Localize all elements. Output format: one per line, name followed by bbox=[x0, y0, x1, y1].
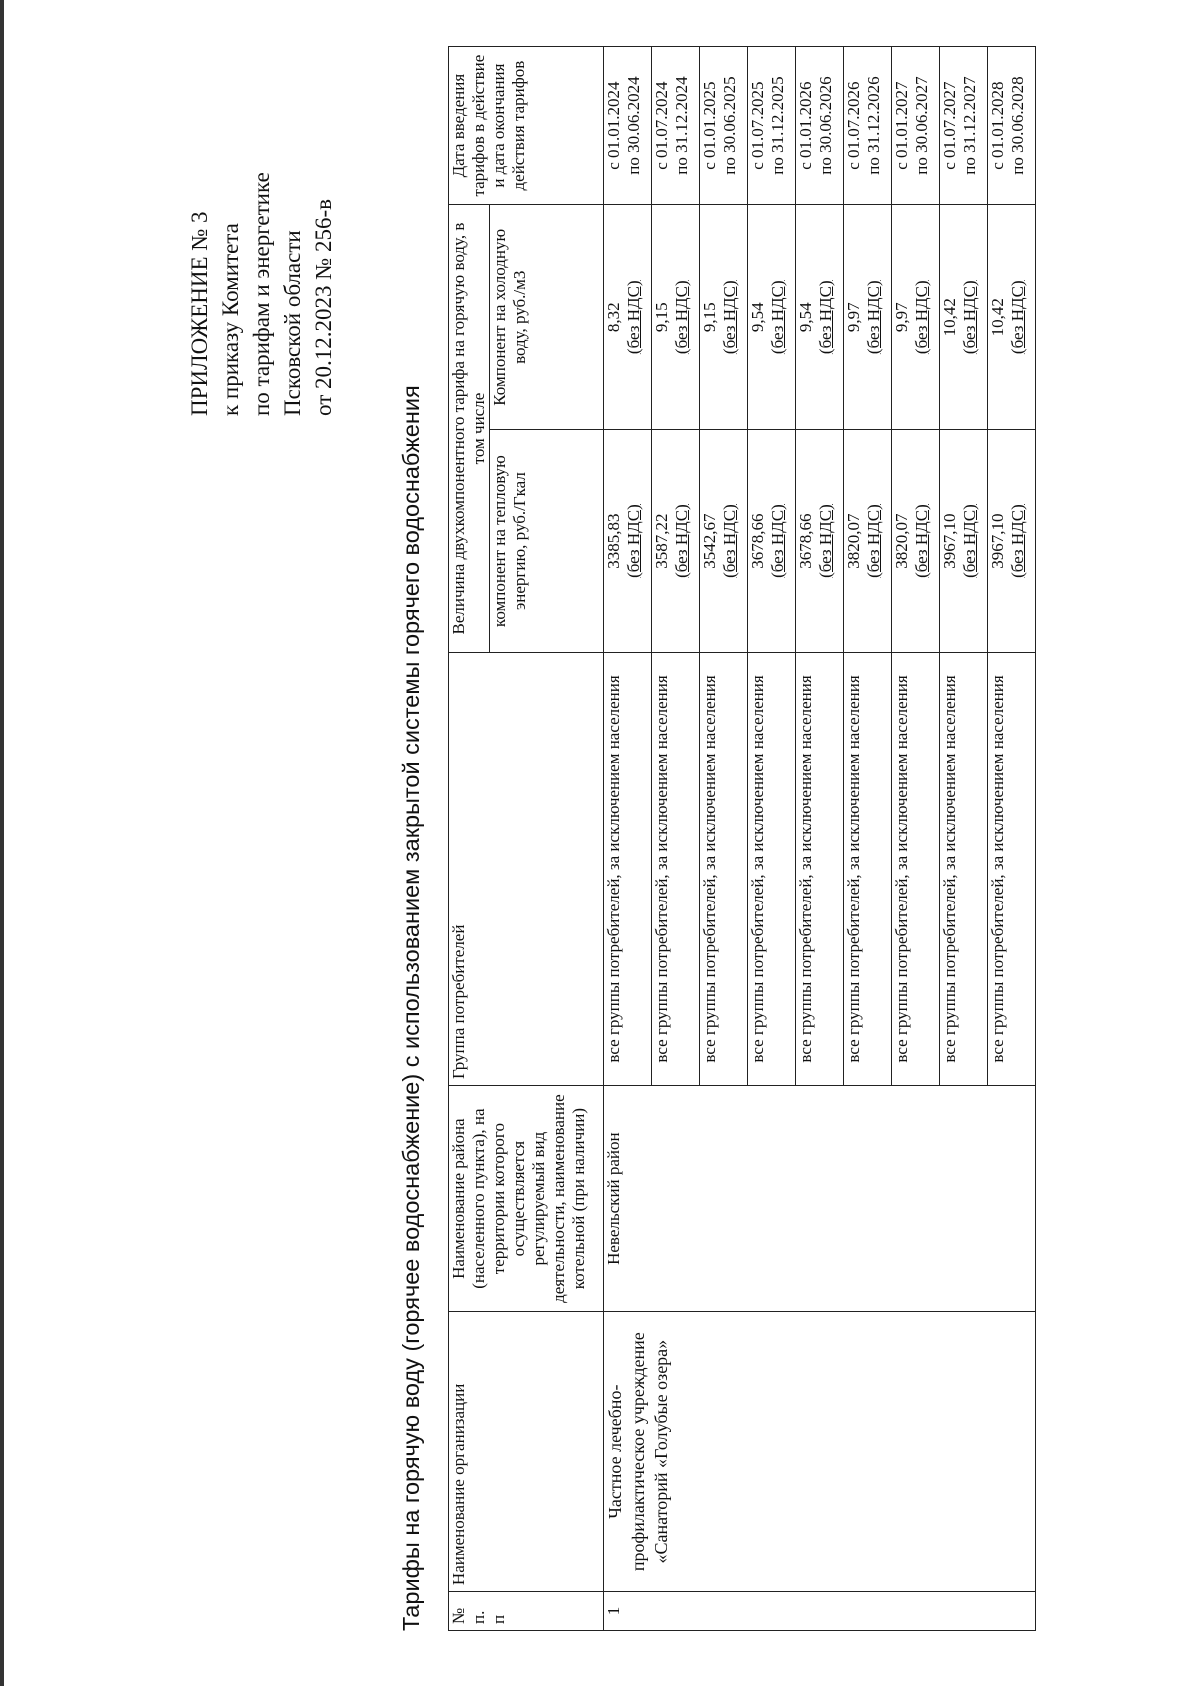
period-start: с 01.01.2026 bbox=[796, 81, 815, 170]
heat-component-cell-value: 3385,83 bbox=[604, 513, 623, 569]
consumer-group-cell: все группы потребителей, за исключением населения bbox=[700, 652, 748, 1085]
cold-component-cell-value: 9,15 bbox=[700, 302, 719, 333]
cold-component-cell-value: 10,42 bbox=[988, 298, 1007, 337]
heat-component-cell bbox=[604, 430, 652, 653]
period-start: с 01.01.2024 bbox=[604, 81, 623, 170]
vat-note: (без НДС) bbox=[864, 280, 883, 355]
tariff-table-body bbox=[604, 47, 1036, 1631]
cold-component-cell bbox=[892, 205, 940, 430]
vat-note: (без НДС) bbox=[672, 504, 691, 578]
period-cell bbox=[604, 47, 652, 205]
organization-name: Частное лечебно-профилактическое учреждение «Санаторий «Голубые озера» bbox=[604, 1312, 1036, 1592]
period-cell bbox=[844, 47, 892, 205]
cold-component-cell-value: 8,32 bbox=[604, 302, 623, 333]
vat-note: (без НДС) bbox=[816, 280, 835, 355]
cold-component-cell-value: 9,54 bbox=[748, 302, 767, 333]
cold-component-cell-value: 9,15 bbox=[652, 302, 671, 333]
period-cell bbox=[988, 47, 1036, 205]
cold-component-cell bbox=[940, 205, 988, 430]
document-title: Тарифы на горячую воду (горячее водоснабжение) с использованием закрытой системы горячего водоснабжения bbox=[398, 385, 424, 1631]
cold-component-cell bbox=[604, 205, 652, 430]
heat-component-cell-value: 3820,07 bbox=[892, 513, 911, 569]
period-cell bbox=[748, 47, 796, 205]
period-start: с 01.07.2025 bbox=[748, 81, 767, 170]
heat-component-cell bbox=[796, 430, 844, 653]
consumer-group-cell: все группы потребителей, за исключением населения bbox=[940, 652, 988, 1085]
cold-component-cell bbox=[700, 205, 748, 430]
appendix-line: по тарифам и энергетике bbox=[249, 172, 274, 416]
vat-note: (без НДС) bbox=[912, 280, 931, 355]
vat-note: (без НДС) bbox=[960, 280, 979, 355]
cold-component-cell bbox=[652, 205, 700, 430]
period-end: по 31.12.2026 bbox=[864, 76, 883, 175]
vat-note: (без НДС) bbox=[720, 280, 739, 355]
appendix-block bbox=[184, 172, 339, 416]
period-end: по 30.06.2024 bbox=[624, 76, 643, 175]
header-date: Дата введения тарифов в действие и дата окончания действия тарифов bbox=[449, 47, 604, 205]
header-heat-component: компонент на тепловую энергию, руб./Гкал bbox=[490, 430, 604, 653]
vat-note: (без НДС) bbox=[912, 504, 931, 578]
period-cell bbox=[892, 47, 940, 205]
appendix-line: ПРИЛОЖЕНИЕ № 3 bbox=[187, 211, 212, 416]
period-end: по 30.06.2028 bbox=[1008, 76, 1027, 175]
heat-component-cell bbox=[748, 430, 796, 653]
vat-note: (без НДС) bbox=[720, 504, 739, 578]
heat-component-cell-value: 3678,66 bbox=[748, 513, 767, 569]
heat-component-cell-value: 3542,67 bbox=[700, 513, 719, 569]
period-end: по 30.06.2027 bbox=[912, 76, 931, 175]
cold-component-cell bbox=[988, 205, 1036, 430]
period-start: с 01.01.2028 bbox=[988, 81, 1007, 170]
cold-component-cell-value: 9,97 bbox=[892, 302, 911, 333]
tariff-table bbox=[448, 46, 1036, 1631]
consumer-group-cell: все группы потребителей, за исключением населения bbox=[604, 652, 652, 1085]
header-consumer-group: Группа потребителей bbox=[449, 652, 604, 1085]
heat-component-cell bbox=[652, 430, 700, 653]
vat-note: (без НДС) bbox=[816, 504, 835, 578]
row-number: 1 bbox=[604, 1592, 1036, 1631]
cold-component-cell bbox=[844, 205, 892, 430]
consumer-group-cell: все группы потребителей, за исключением населения bbox=[844, 652, 892, 1085]
cold-component-cell-value: 9,97 bbox=[844, 302, 863, 333]
vat-note: (без НДС) bbox=[864, 504, 883, 578]
heat-component-cell-value: 3967,10 bbox=[988, 513, 1007, 569]
heat-component-cell-value: 3820,07 bbox=[844, 513, 863, 569]
period-start: с 01.07.2026 bbox=[844, 81, 863, 170]
heat-component-cell bbox=[844, 430, 892, 653]
period-start: с 01.01.2027 bbox=[892, 81, 911, 170]
vat-note: (без НДС) bbox=[624, 504, 643, 578]
period-start: с 01.07.2024 bbox=[652, 81, 671, 170]
heat-component-cell-value: 3967,10 bbox=[940, 513, 959, 569]
header-tariff: Величина двухкомпонентного тарифа на горячую воду, в том числе bbox=[449, 205, 490, 653]
period-start: с 01.07.2027 bbox=[940, 81, 959, 170]
consumer-group-cell: все группы потребителей, за исключением населения bbox=[796, 652, 844, 1085]
header-cold-component: Компонент на холодную воду, руб./м3 bbox=[490, 205, 604, 430]
consumer-group-cell: все группы потребителей, за исключением населения bbox=[892, 652, 940, 1085]
table-row bbox=[604, 47, 652, 1631]
appendix-line: от 20.12.2023 № 256-в bbox=[311, 199, 336, 416]
appendix-line: Псковской области bbox=[280, 230, 305, 416]
vat-note: (без НДС) bbox=[768, 280, 787, 355]
consumer-group-cell: все группы потребителей, за исключением населения bbox=[988, 652, 1036, 1085]
period-end: по 31.12.2027 bbox=[960, 76, 979, 175]
header-organization: Наименование организации bbox=[449, 1312, 604, 1592]
heat-component-cell bbox=[700, 430, 748, 653]
header-district: Наименование района (населенного пункта), на территории которого осуществляется регулируемый вид деятельности, наименование котельной (при наличии) bbox=[449, 1085, 604, 1311]
period-cell bbox=[700, 47, 748, 205]
vat-note: (без НДС) bbox=[960, 504, 979, 578]
cold-component-cell-value: 10,42 bbox=[940, 298, 959, 337]
cold-component-cell bbox=[748, 205, 796, 430]
period-cell bbox=[796, 47, 844, 205]
period-end: по 30.06.2025 bbox=[720, 76, 739, 175]
heat-component-cell bbox=[892, 430, 940, 653]
period-cell bbox=[940, 47, 988, 205]
consumer-group-cell: все группы потребителей, за исключением населения bbox=[748, 652, 796, 1085]
period-start: с 01.01.2025 bbox=[700, 81, 719, 170]
vat-note: (без НДС) bbox=[1008, 280, 1027, 355]
vat-note: (без НДС) bbox=[768, 504, 787, 578]
period-cell bbox=[652, 47, 700, 205]
appendix-line: к приказу Комитета bbox=[218, 223, 243, 416]
heat-component-cell bbox=[988, 430, 1036, 653]
cold-component-cell bbox=[796, 205, 844, 430]
header-number: № п. п bbox=[449, 1592, 604, 1631]
heat-component-cell bbox=[940, 430, 988, 653]
vat-note: (без НДС) bbox=[624, 280, 643, 355]
district-name: Невельский район bbox=[604, 1085, 1036, 1311]
heat-component-cell-value: 3678,66 bbox=[796, 513, 815, 569]
vat-note: (без НДС) bbox=[672, 280, 691, 355]
period-end: по 31.12.2024 bbox=[672, 76, 691, 175]
period-end: по 30.06.2026 bbox=[816, 76, 835, 175]
period-end: по 31.12.2025 bbox=[768, 76, 787, 175]
vat-note: (без НДС) bbox=[1008, 504, 1027, 578]
consumer-group-cell: все группы потребителей, за исключением населения bbox=[652, 652, 700, 1085]
cold-component-cell-value: 9,54 bbox=[796, 302, 815, 333]
heat-component-cell-value: 3587,22 bbox=[652, 513, 671, 569]
